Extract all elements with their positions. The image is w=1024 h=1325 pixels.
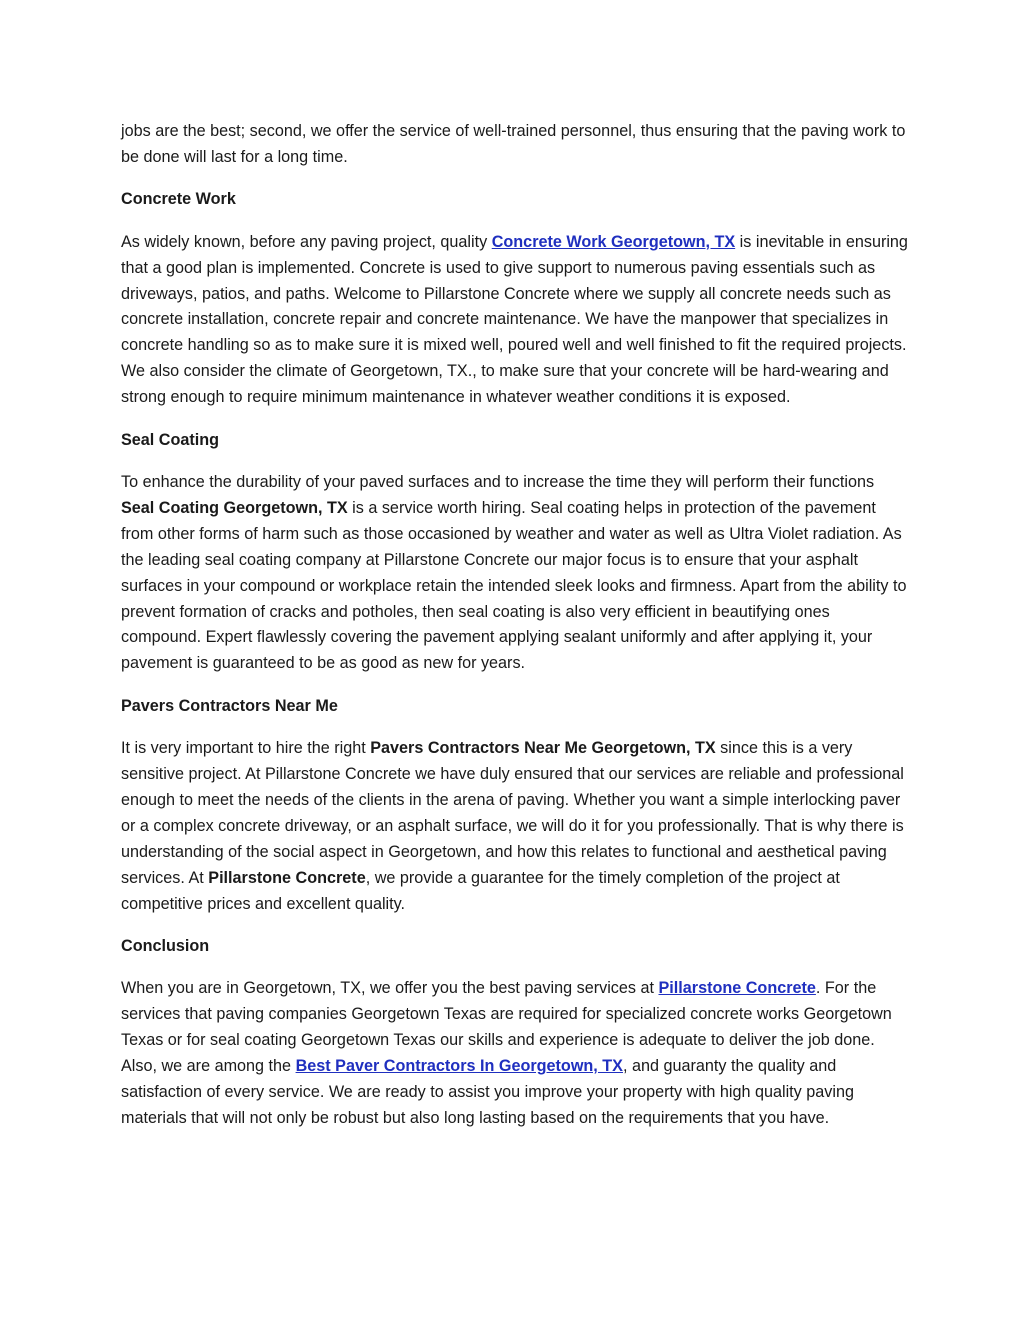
pavers-text-middle: since this is a very sensitive project. At Pillarstone Concrete we have duly ensured that our services are reliable and professional enough to meet the needs of the clients in the arena of paving. Whether you want a simple interlocking paver or a complex concrete driveway, or an asphalt surface, we will do it for you professionally. That is why there is understanding of the social aspect in Georgetown, and how this relates to functional and aesthetical paving services. At [121, 739, 904, 887]
intro-paragraph [121, 119, 911, 171]
concrete-work-heading: Concrete Work [121, 190, 236, 209]
pavers-text-before: It is very important to hire the right [121, 739, 371, 758]
pillarstone-concrete-link[interactable]: Pillarstone Concrete [658, 979, 816, 998]
pillarstone-bold-term: Pillarstone Concrete [208, 868, 366, 887]
seal-text-before: To enhance the durability of your paved surfaces and to increase the time they will perform their functions [121, 472, 875, 491]
seal-coating-bold-term: Seal Coating Georgetown, TX [121, 498, 348, 517]
conclusion-heading: Conclusion [121, 936, 210, 955]
best-paver-contractors-link[interactable]: Best Paver Contractors In Georgetown, TX [295, 1057, 623, 1076]
pavers-bold-term: Pavers Contractors Near Me Georgetown, TX [370, 739, 716, 758]
conclusion-paragraph [121, 976, 911, 1131]
conclusion-text-middle: . For the services that paving companies Georgetown Texas are required for specialized concrete works Georgetown Texas or for seal coating Georgetown Texas our skills and experience is adequate to deliver the job done. Also, we are among the [121, 979, 892, 1076]
conclusion-text-before: When you are in Georgetown, TX, we offer you the best paving services at [121, 979, 659, 998]
concrete-work-georgetown-link[interactable]: Concrete Work Georgetown, TX [491, 232, 736, 251]
seal-coating-paragraph [121, 470, 911, 677]
conclusion-text-after: , and guaranty the quality and satisfaction of every service. We are ready to assist you improve your property with high quality paving materials that will not only be robust but also long lasting based on the requirements that you have. [121, 1057, 854, 1127]
seal-coating-heading: Seal Coating [121, 430, 220, 449]
pavers-contractors-heading: Pavers Contractors Near Me [121, 696, 338, 715]
document-page [121, 119, 911, 1148]
intro-text: jobs are the best; second, we offer the service of well-trained personnel, thus ensuring that the paving work to be done will last for a long time. [121, 122, 906, 166]
concrete-text-after: is inevitable in ensuring that a good plan is implemented. Concrete is used to give support to numerous paving essentials such as driveways, patios, and paths. Welcome to Pillarstone Concrete where we supply all concrete needs such as concrete installation, concrete repair and concrete maintenance. We have the manpower that specializes in concrete handling so as to make sure it is mixed well, poured well and well finished to fit the required projects. We also consider the climate of Georgetown, TX., to make sure that your concrete will be hard-wearing and strong enough to require minimum maintenance in whatever weather conditions it is exposed. [121, 232, 908, 407]
seal-text-after: is a service worth hiring. Seal coating helps in protection of the pavement from other forms of harm such as those occasioned by weather and water as well as Ultra Violet radiation. As the leading seal coating company at Pillarstone Concrete our major focus is to ensure that your asphalt surfaces in your compound or workplace retain the intended sleek looks and firmness. Apart from the ability to prevent formation of cracks and potholes, then seal coating is also very efficient in beautifying ones compound. Expert flawlessly covering the pavement applying sealant uniformly and after applying it, your pavement is guaranteed to be as good as new for years. [121, 498, 907, 673]
pavers-contractors-paragraph [121, 736, 911, 917]
concrete-work-paragraph [121, 230, 911, 411]
concrete-text-before: As widely known, before any paving project, quality [121, 232, 492, 251]
pavers-text-after: , we provide a guarantee for the timely completion of the project at competitive prices and excellent quality. [121, 868, 840, 913]
